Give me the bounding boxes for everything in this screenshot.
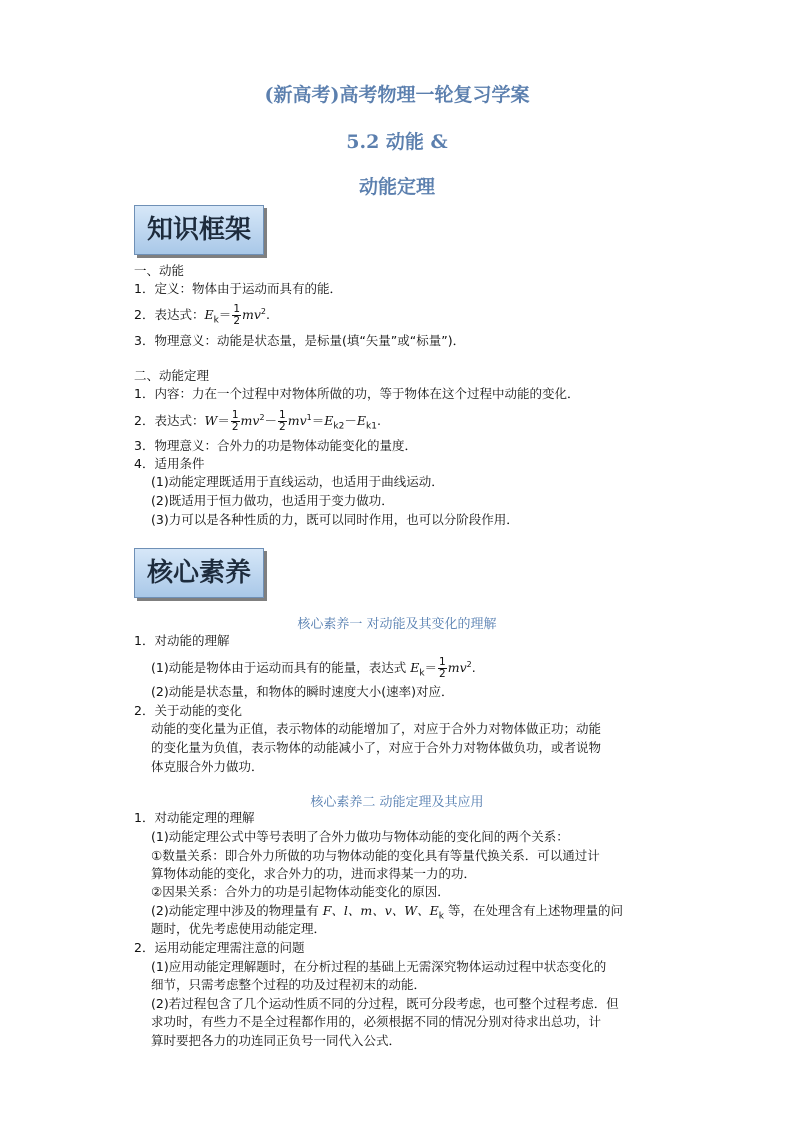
section1-heading: 一、动能 xyxy=(134,263,185,278)
math-operator: ＝ xyxy=(218,307,232,323)
core1-paragraph-line: 动能的变化量为正值，表示物体的动能增加了，对应于合外力对物体做正功；动能 xyxy=(151,721,602,736)
core-competency-badge: 核心素养 xyxy=(134,548,264,598)
math-operator: ＝ xyxy=(217,413,230,429)
body-text: 等，在处理含有上述物理量的问 xyxy=(443,903,623,918)
math-superscript: 2 xyxy=(259,413,265,422)
fraction-denominator: 2 xyxy=(231,421,239,434)
math-operator: ＝ xyxy=(311,413,325,429)
math-symbol: E xyxy=(204,307,214,323)
section1-definition: 1．定义：物体由于运动而具有的能． xyxy=(134,281,342,296)
doc-title: (新高考)高考物理一轮复习学案 xyxy=(264,84,530,106)
math-punct: . xyxy=(266,307,270,323)
core2-paragraph-line: 求功时，有些力不是全过程都作用的，必须根据不同的情况分别对待求出总功，计 xyxy=(151,1014,602,1029)
math-symbol: mv xyxy=(240,413,260,429)
core1-point: 1．对动能的理解 xyxy=(134,633,230,648)
math-operator: － xyxy=(264,413,278,429)
condition-item: (3)力可以是各种性质的力，既可以同时作用，也可以分阶段作用． xyxy=(151,512,519,527)
fraction xyxy=(278,410,287,433)
math-symbol: E xyxy=(356,413,366,429)
label-text: 2．表达式： xyxy=(134,413,205,429)
section1-expression xyxy=(134,304,270,329)
section2-meaning: 3．物理意义：合外力的功是物体动能变化的量度． xyxy=(134,438,417,453)
core2-paragraph-line: 细节，只需考虑整个过程的功及过程初末的动能． xyxy=(151,977,427,992)
core1-point: (2)动能是状态量，和物体的瞬时速度大小(速率)对应． xyxy=(151,684,454,699)
math-symbol: mv xyxy=(447,660,467,676)
core2-paragraph-line: 算时要把各力的功连同正负号一同代入公式． xyxy=(151,1033,402,1048)
fraction-numerator: 1 xyxy=(279,409,286,422)
body-text: (1)动能是物体由于运动而具有的能量，表达式 xyxy=(151,660,411,676)
fraction-numerator: 1 xyxy=(233,303,240,316)
math-symbol: mv xyxy=(242,307,261,323)
math-operator: ＝ xyxy=(424,660,438,676)
core2-paragraph-line: 题时，优先考虑使用动能定理． xyxy=(151,921,327,936)
math-symbol: E xyxy=(410,660,420,676)
condition-item: (2)既适用于恒力做功，也适用于变力做功． xyxy=(151,493,394,508)
label-text: 2．表达式： xyxy=(134,307,205,323)
knowledge-framework-badge: 知识框架 xyxy=(134,205,264,255)
core2-point: 1．对动能定理的理解 xyxy=(134,810,255,825)
doc-section-number: 5.2 动能 & xyxy=(346,131,448,153)
math-superscript: 2 xyxy=(260,307,267,316)
core1-paragraph-line: 体克服合外力做功． xyxy=(151,759,264,774)
section2-expression xyxy=(134,410,381,435)
math-subscript: k xyxy=(213,315,219,326)
core1-paragraph-line: 的变化量为负值，表示物体的动能减小了，对应于合外力对物体做负功，或者说物 xyxy=(151,740,602,755)
math-subscript: k xyxy=(438,911,444,922)
body-text: (2)动能定理中涉及的物理量有 xyxy=(151,903,323,918)
core2-paragraph-line: ①数量关系：即合外力所做的功与物体动能的变化具有等量代换关系．可以通过计 xyxy=(151,848,600,863)
math-subscript: k2 xyxy=(333,421,345,432)
core1-formula-line xyxy=(151,657,476,682)
core1-point: 2．关于动能的变化 xyxy=(134,703,242,718)
fraction xyxy=(438,657,447,680)
fraction-numerator: 1 xyxy=(231,409,239,422)
doc-subtitle: 动能定理 xyxy=(358,176,435,198)
math-symbol: mv xyxy=(287,413,307,429)
section2-conditions: 4．适用条件 xyxy=(134,456,205,471)
fraction-denominator: 2 xyxy=(439,668,446,681)
core1-subtitle: 核心素养一 对动能及其变化的理解 xyxy=(297,617,497,632)
core2-paragraph-line: (1)应用动能定理解题时，在分析过程的基础上无需深究物体运动过程中状态变化的 xyxy=(151,959,607,974)
fraction xyxy=(231,410,240,433)
core2-subtitle: 核心素养二 动能定理及其应用 xyxy=(310,795,484,810)
core2-paragraph-line: ②因果关系：合外力的功是引起物体动能变化的原因． xyxy=(151,884,450,899)
math-punct: . xyxy=(376,413,381,429)
math-subscript: k1 xyxy=(365,421,377,432)
core2-paragraph-line: (2)若过程包含了几个运动性质不同的分过程，既可分段考虑，也可整个过程考虑．但 xyxy=(151,996,619,1011)
math-punct: . xyxy=(471,660,476,676)
section2-heading: 二、动能定理 xyxy=(134,368,210,383)
fraction-numerator: 1 xyxy=(439,656,446,669)
section1-meaning: 3．物理意义：动能是状态量，是标量(填“矢量”或“标量”)． xyxy=(134,333,466,348)
section2-content: 1．内容：力在一个过程中对物体所做的功，等于物体在这个过程中动能的变化． xyxy=(134,386,580,401)
math-subscript: k xyxy=(419,668,425,679)
math-superscript: 1 xyxy=(306,413,312,422)
math-symbol: F、l、m、v、W、E xyxy=(322,903,439,918)
fraction xyxy=(232,304,241,327)
condition-item: (1)动能定理既适用于直线运动，也适用于曲线运动． xyxy=(151,474,444,489)
core2-point: 2．运用动能定理需注意的问题 xyxy=(134,940,305,955)
math-symbol: W xyxy=(204,413,218,429)
fraction-denominator: 2 xyxy=(233,315,240,328)
math-superscript: 2 xyxy=(466,660,472,669)
core2-paragraph-line: (1)动能定理公式中等号表明了合外力做功与物体动能的变化间的两个关系： xyxy=(151,829,569,844)
core2-paragraph-line: 算物体动能的变化，求合外力的功，进而求得某一力的功． xyxy=(151,866,477,881)
fraction-denominator: 2 xyxy=(279,421,286,434)
math-operator: － xyxy=(344,413,357,429)
math-symbol: E xyxy=(324,413,334,429)
